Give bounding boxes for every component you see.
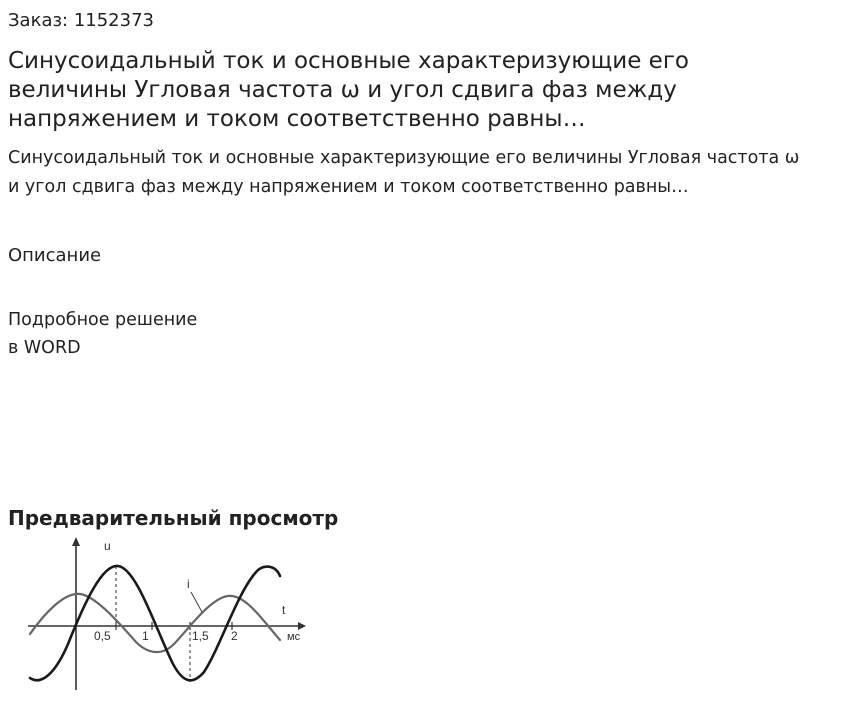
unit-label: мс xyxy=(287,631,301,643)
order-number: Заказ: 1152373 xyxy=(8,10,154,31)
voltage-curve xyxy=(30,566,280,680)
u-label: u xyxy=(104,539,111,553)
description-heading: Описание xyxy=(8,245,102,266)
description-line-1: Подробное решение xyxy=(8,310,198,330)
preview-image xyxy=(24,534,308,694)
description-body xyxy=(8,306,197,362)
time-axis-arrow xyxy=(298,622,306,630)
tick-label-0-5: 0,5 xyxy=(94,629,111,643)
tick-label-2: 2 xyxy=(231,629,238,643)
preview-heading: Предварительный просмотр xyxy=(8,506,339,530)
t-label: t xyxy=(282,603,286,617)
tick-label-1: 1 xyxy=(142,629,149,643)
tick-label-1-5: 1,5 xyxy=(192,629,209,643)
lead-text: Синусоидальный ток и основные характеризующие его величины Угловая частота ω и угол сдвига фаз между напряжением и током соответственно равны… xyxy=(8,148,800,197)
current-pointer xyxy=(191,592,202,612)
description-line-2: в WORD xyxy=(8,338,81,358)
waveform-diagram xyxy=(24,534,308,694)
i-label: i xyxy=(187,577,190,591)
page-title: Синусоидальный ток и основные характеризующие его величины Угловая частота ω и угол сдвига фаз между напряжением и током соответственно равны… xyxy=(8,48,689,132)
value-axis-arrow xyxy=(72,537,80,546)
